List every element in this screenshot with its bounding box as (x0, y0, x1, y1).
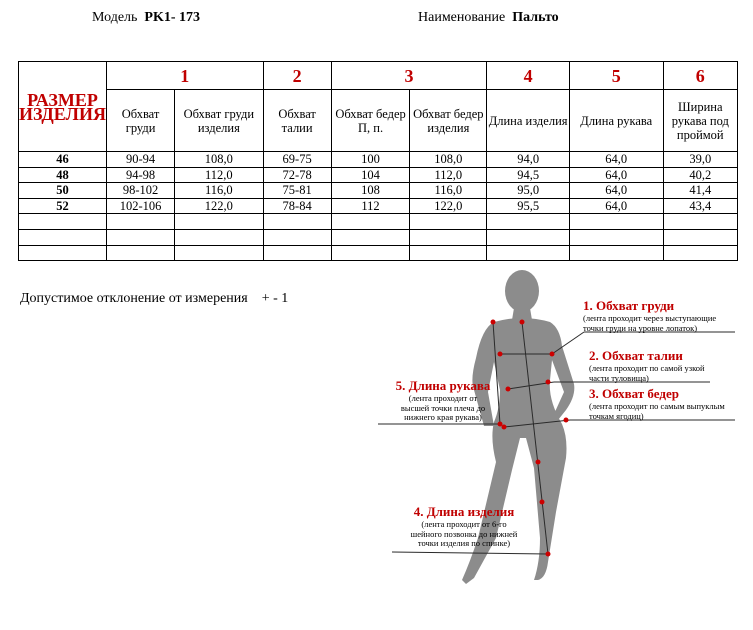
annotation-desc: нижнего края рукава) (404, 412, 482, 422)
annotation-title: 1. Обхват груди (583, 298, 675, 313)
size-cell: 46 (19, 152, 107, 168)
annotation-desc: точки изделия по спинке) (417, 538, 511, 548)
size-cell: 50 (19, 183, 107, 199)
group-number: 3 (331, 62, 487, 90)
annotation-title: 2. Обхват талии (589, 348, 683, 363)
empty-cell (106, 229, 174, 245)
table-cell: 43,4 (663, 198, 737, 214)
column-header-row (19, 90, 738, 152)
annotation-sleeve-length (384, 378, 502, 423)
tolerance-value: + - 1 (261, 291, 289, 306)
table-cell: 112,0 (175, 167, 263, 183)
empty-table-row (19, 229, 738, 245)
empty-cell (569, 214, 663, 230)
table-cell: 100 (331, 152, 410, 168)
table-cell: 98-102 (106, 183, 174, 199)
annotation-hips (589, 386, 753, 421)
column-header: Ширина рукава под проймой (663, 90, 737, 152)
table-cell: 41,4 (663, 183, 737, 199)
column-header: Длина рукава (569, 90, 663, 152)
empty-cell (175, 245, 263, 261)
annotation-desc: высшей точки плеча до (400, 402, 486, 413)
empty-cell (263, 245, 331, 261)
annotation-garment-length (394, 504, 534, 549)
table-cell: 108 (331, 183, 410, 199)
annotation-title: 3. Обхват бедер (589, 386, 679, 401)
annotation-waist (589, 348, 753, 383)
empty-cell (175, 229, 263, 245)
empty-cell (19, 214, 107, 230)
annotation-desc: (лента проходит через выступающие (583, 313, 717, 323)
column-header: Длина изделия (487, 90, 570, 152)
table-cell: 64,0 (569, 183, 663, 199)
length-underline (392, 552, 548, 554)
annotation-chest (583, 298, 753, 333)
empty-cell (487, 229, 570, 245)
table-cell: 78-84 (263, 198, 331, 214)
column-header: Обхват бедер П, п. (331, 90, 410, 152)
table-cell: 64,0 (569, 152, 663, 168)
empty-cell (175, 214, 263, 230)
empty-cell (106, 214, 174, 230)
size-header: РАЗМЕР ИЗДЕЛИЯ (19, 62, 107, 152)
table-cell: 72-78 (263, 167, 331, 183)
tolerance-note (20, 291, 288, 307)
table-row (19, 183, 738, 199)
model-label: Модель (92, 10, 138, 25)
size-cell: 52 (19, 198, 107, 214)
empty-cell (331, 214, 410, 230)
table-cell: 104 (331, 167, 410, 183)
table-cell: 112 (331, 198, 410, 214)
table-cell: 116,0 (410, 183, 487, 199)
table-cell: 64,0 (569, 198, 663, 214)
empty-cell (410, 229, 487, 245)
name-label: Наименование (418, 10, 506, 25)
table-cell: 64,0 (569, 167, 663, 183)
empty-cell (663, 245, 737, 261)
empty-cell (331, 245, 410, 261)
empty-cell (410, 214, 487, 230)
size-table (18, 61, 738, 261)
table-cell: 95,5 (487, 198, 570, 214)
empty-cell (331, 229, 410, 245)
group-number-row (19, 62, 738, 90)
group-number: 5 (569, 62, 663, 90)
table-cell: 40,2 (663, 167, 737, 183)
annotation-title: 5. Длина рукава (395, 378, 491, 393)
size-cell: 48 (19, 167, 107, 183)
group-number: 1 (106, 62, 263, 90)
annotation-title: 4. Длина изделия (413, 504, 515, 519)
empty-table-row (19, 214, 738, 230)
empty-table-row (19, 245, 738, 261)
model-header (92, 10, 200, 26)
tolerance-label: Допустимое отклонение от измерения (20, 291, 248, 306)
empty-cell (263, 229, 331, 245)
empty-cell (106, 245, 174, 261)
table-cell: 108,0 (175, 152, 263, 168)
empty-cell (263, 214, 331, 230)
empty-cell (410, 245, 487, 261)
column-header: Обхват груди (106, 90, 174, 152)
group-number: 6 (663, 62, 737, 90)
table-cell: 122,0 (175, 198, 263, 214)
measurement-figure (370, 262, 753, 592)
model-value: PK1- 173 (144, 10, 201, 25)
table-row (19, 198, 738, 214)
table-cell: 108,0 (410, 152, 487, 168)
empty-cell (569, 229, 663, 245)
group-number: 4 (487, 62, 570, 90)
table-cell: 94,0 (487, 152, 570, 168)
table-cell: 39,0 (663, 152, 737, 168)
table-row (19, 152, 738, 168)
table-cell: 94,5 (487, 167, 570, 183)
annotation-desc: части туловища) (589, 372, 649, 383)
annotation-desc: (лента проходит от (408, 393, 478, 403)
table-cell: 69-75 (263, 152, 331, 168)
empty-cell (19, 229, 107, 245)
table-cell: 94-98 (106, 167, 174, 183)
table-cell: 102-106 (106, 198, 174, 214)
product-name-header (418, 10, 559, 26)
annotation-desc: (лента проходит по самой узкой (589, 363, 705, 373)
empty-cell (663, 229, 737, 245)
annotation-desc: точкам ягодиц) (589, 410, 644, 421)
empty-cell (569, 245, 663, 261)
column-header: Обхват бедер изделия (410, 90, 487, 152)
empty-cell (487, 245, 570, 261)
column-header: Обхват груди изделия (175, 90, 263, 152)
group-number: 2 (263, 62, 331, 90)
annotation-desc: шейного позвонка до нижней (410, 528, 518, 539)
table-cell: 95,0 (487, 183, 570, 199)
table-cell: 116,0 (175, 183, 263, 199)
empty-cell (19, 245, 107, 261)
column-header: Обхват талии (263, 90, 331, 152)
table-row (19, 167, 738, 183)
table-cell: 75-81 (263, 183, 331, 199)
name-value: Пальто (512, 10, 559, 25)
table-cell: 90-94 (106, 152, 174, 168)
annotation-desc: (лента проходит по самым выпуклым (589, 401, 725, 411)
annotation-desc: точки груди на уровне лопаток) (583, 322, 698, 333)
annotation-desc: (лента проходит от 6-го (421, 519, 507, 529)
empty-cell (663, 214, 737, 230)
table-cell: 122,0 (410, 198, 487, 214)
table-cell: 112,0 (410, 167, 487, 183)
empty-cell (487, 214, 570, 230)
